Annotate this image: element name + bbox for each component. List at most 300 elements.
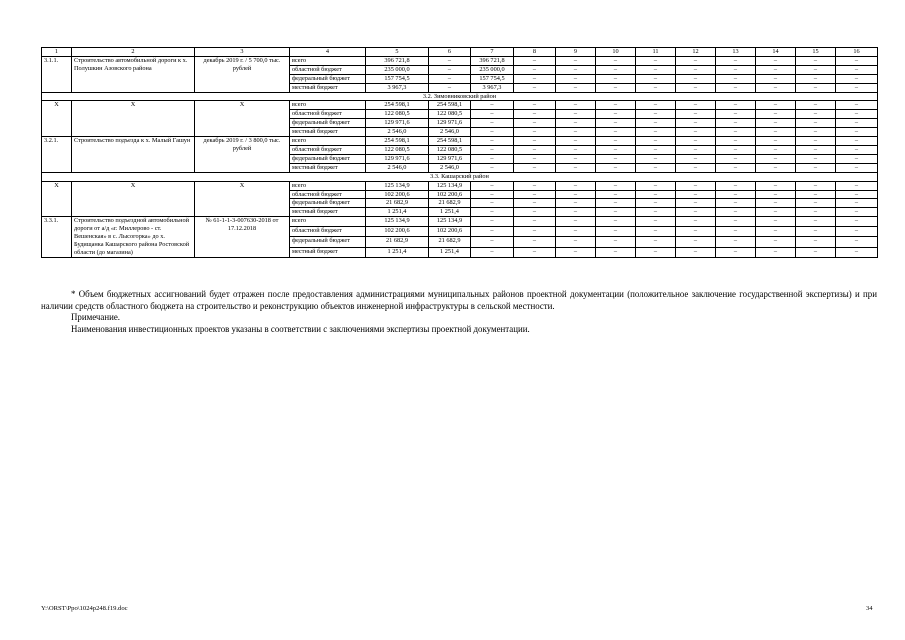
empty-value: – xyxy=(716,128,756,137)
year-value: – xyxy=(471,137,514,146)
notes-block xyxy=(41,289,877,335)
empty-value: – xyxy=(514,208,556,217)
empty-value: – xyxy=(636,237,676,247)
header-row xyxy=(42,48,878,57)
empty-value: – xyxy=(796,145,836,154)
empty-value: – xyxy=(556,83,596,92)
table-body xyxy=(42,48,878,258)
empty-value: – xyxy=(514,137,556,146)
funding-source: областной бюджет xyxy=(290,145,366,154)
header-cell: 1 xyxy=(42,48,72,57)
empty-value: – xyxy=(596,163,636,172)
empty-value: – xyxy=(514,190,556,199)
empty-value: – xyxy=(796,163,836,172)
year-value: – xyxy=(471,208,514,217)
remark-title: Примечание. xyxy=(71,312,120,323)
funding-source: всего xyxy=(290,181,366,190)
total-value: 254 598,1 xyxy=(366,101,429,110)
table-row xyxy=(42,181,878,190)
empty-value: – xyxy=(716,154,756,163)
remark-text: Наименования инвестиционных проектов указаны в соответствии с заключениями экспертизы проектной документации. xyxy=(71,323,530,334)
year-value: 102 200,6 xyxy=(429,227,471,237)
empty-value: – xyxy=(514,199,556,208)
empty-value: – xyxy=(676,137,716,146)
empty-value: – xyxy=(514,217,556,227)
year-value: – xyxy=(471,181,514,190)
empty-value: – xyxy=(716,110,756,119)
empty-value: – xyxy=(514,101,556,110)
empty-value: – xyxy=(556,65,596,74)
section-row xyxy=(42,172,878,181)
empty-value: – xyxy=(556,145,596,154)
empty-value: – xyxy=(796,190,836,199)
year-value: 125 134,9 xyxy=(429,217,471,227)
section-row xyxy=(42,92,878,101)
empty-value: – xyxy=(636,110,676,119)
empty-value: – xyxy=(836,74,878,83)
table-row xyxy=(42,217,878,227)
item-name: Х xyxy=(72,181,195,217)
empty-value: – xyxy=(716,237,756,247)
header-cell: 2 xyxy=(72,48,195,57)
empty-value: – xyxy=(596,65,636,74)
empty-value: – xyxy=(796,128,836,137)
empty-value: – xyxy=(514,181,556,190)
year-value: – xyxy=(471,217,514,227)
empty-value: – xyxy=(636,181,676,190)
empty-value: – xyxy=(756,247,796,257)
empty-value: – xyxy=(716,65,756,74)
total-value: 1 251,4 xyxy=(366,208,429,217)
empty-value: – xyxy=(836,128,878,137)
year-value: – xyxy=(429,83,471,92)
year-value: – xyxy=(471,101,514,110)
empty-value: – xyxy=(716,190,756,199)
empty-value: – xyxy=(716,101,756,110)
total-value: 254 598,1 xyxy=(366,137,429,146)
empty-value: – xyxy=(596,56,636,65)
year-value: 102 200,6 xyxy=(429,190,471,199)
empty-value: – xyxy=(676,65,716,74)
year-value: 122 080,5 xyxy=(429,110,471,119)
empty-value: – xyxy=(676,145,716,154)
year-value: – xyxy=(471,145,514,154)
header-cell: 11 xyxy=(636,48,676,57)
funding-source: федеральный бюджет xyxy=(290,74,366,83)
empty-value: – xyxy=(596,181,636,190)
empty-value: – xyxy=(716,199,756,208)
year-value: 129 971,6 xyxy=(429,154,471,163)
empty-value: – xyxy=(756,181,796,190)
funding-source: областной бюджет xyxy=(290,190,366,199)
total-value: 1 251,4 xyxy=(366,247,429,257)
empty-value: – xyxy=(676,119,716,128)
year-value: – xyxy=(471,154,514,163)
year-value: 2 546,0 xyxy=(429,128,471,137)
empty-value: – xyxy=(676,227,716,237)
funding-source: федеральный бюджет xyxy=(290,237,366,247)
empty-value: – xyxy=(514,119,556,128)
empty-value: – xyxy=(756,101,796,110)
empty-value: – xyxy=(756,199,796,208)
item-number: Х xyxy=(42,181,72,217)
empty-value: – xyxy=(514,145,556,154)
empty-value: – xyxy=(796,181,836,190)
total-value: 125 134,9 xyxy=(366,181,429,190)
empty-value: – xyxy=(556,190,596,199)
empty-value: – xyxy=(796,154,836,163)
year-value: 254 598,1 xyxy=(429,137,471,146)
year-value: – xyxy=(471,237,514,247)
empty-value: – xyxy=(836,227,878,237)
total-value: 122 080,5 xyxy=(366,110,429,119)
year-value: – xyxy=(429,74,471,83)
header-cell: 14 xyxy=(756,48,796,57)
table-row xyxy=(42,137,878,146)
empty-value: – xyxy=(596,227,636,237)
empty-value: – xyxy=(716,247,756,257)
item-number: 3.1.1. xyxy=(42,56,72,92)
empty-value: – xyxy=(836,154,878,163)
header-cell: 5 xyxy=(366,48,429,57)
total-value: 235 000,0 xyxy=(366,65,429,74)
year-value: 396 721,8 xyxy=(471,56,514,65)
empty-value: – xyxy=(514,83,556,92)
funding-source: местный бюджет xyxy=(290,163,366,172)
total-value: 129 971,6 xyxy=(366,119,429,128)
empty-value: – xyxy=(596,208,636,217)
total-value: 21 682,9 xyxy=(366,237,429,247)
empty-value: – xyxy=(514,110,556,119)
empty-value: – xyxy=(676,128,716,137)
year-value: 1 251,4 xyxy=(429,208,471,217)
empty-value: – xyxy=(796,110,836,119)
empty-value: – xyxy=(514,74,556,83)
empty-value: – xyxy=(756,190,796,199)
empty-value: – xyxy=(636,137,676,146)
header-cell: 10 xyxy=(596,48,636,57)
total-value: 157 754,5 xyxy=(366,74,429,83)
empty-value: – xyxy=(596,110,636,119)
empty-value: – xyxy=(636,128,676,137)
empty-value: – xyxy=(796,199,836,208)
empty-value: – xyxy=(756,110,796,119)
empty-value: – xyxy=(796,137,836,146)
year-value: 254 598,1 xyxy=(429,101,471,110)
empty-value: – xyxy=(716,208,756,217)
total-value: 102 200,6 xyxy=(366,227,429,237)
funding-source: областной бюджет xyxy=(290,65,366,74)
total-value: 102 200,6 xyxy=(366,190,429,199)
item-number: Х xyxy=(42,101,72,137)
empty-value: – xyxy=(636,145,676,154)
empty-value: – xyxy=(636,83,676,92)
empty-value: – xyxy=(796,56,836,65)
empty-value: – xyxy=(636,74,676,83)
year-value: – xyxy=(471,163,514,172)
empty-value: – xyxy=(836,83,878,92)
empty-value: – xyxy=(836,217,878,227)
empty-value: – xyxy=(636,163,676,172)
empty-value: – xyxy=(636,65,676,74)
empty-value: – xyxy=(716,217,756,227)
item-period: декабрь 2019 г. / 3 800,0 тыс. рублей xyxy=(195,137,290,173)
empty-value: – xyxy=(596,74,636,83)
empty-value: – xyxy=(716,137,756,146)
funding-source: местный бюджет xyxy=(290,83,366,92)
empty-value: – xyxy=(556,128,596,137)
empty-value: – xyxy=(636,227,676,237)
empty-value: – xyxy=(676,163,716,172)
empty-value: – xyxy=(676,56,716,65)
empty-value: – xyxy=(716,74,756,83)
empty-value: – xyxy=(756,83,796,92)
empty-value: – xyxy=(676,190,716,199)
empty-value: – xyxy=(514,128,556,137)
empty-value: – xyxy=(756,74,796,83)
empty-value: – xyxy=(836,65,878,74)
empty-value: – xyxy=(596,247,636,257)
empty-value: – xyxy=(836,199,878,208)
header-cell: 16 xyxy=(836,48,878,57)
total-value: 2 546,0 xyxy=(366,163,429,172)
year-value: – xyxy=(471,190,514,199)
empty-value: – xyxy=(756,237,796,247)
year-value: 122 080,5 xyxy=(429,145,471,154)
empty-value: – xyxy=(596,119,636,128)
empty-value: – xyxy=(676,247,716,257)
empty-value: – xyxy=(636,208,676,217)
year-value: – xyxy=(471,199,514,208)
header-cell: 7 xyxy=(471,48,514,57)
empty-value: – xyxy=(756,145,796,154)
empty-value: – xyxy=(636,101,676,110)
item-period: № 61-1-1-3-007630-2018 от 17.12.2018 xyxy=(195,217,290,258)
funding-source: всего xyxy=(290,101,366,110)
empty-value: – xyxy=(796,101,836,110)
year-value: – xyxy=(471,247,514,257)
year-value: – xyxy=(429,65,471,74)
empty-value: – xyxy=(796,237,836,247)
year-value: 235 000,0 xyxy=(471,65,514,74)
empty-value: – xyxy=(556,181,596,190)
empty-value: – xyxy=(836,56,878,65)
empty-value: – xyxy=(836,119,878,128)
item-number: 3.2.1. xyxy=(42,137,72,173)
empty-value: – xyxy=(836,247,878,257)
empty-value: – xyxy=(756,56,796,65)
empty-value: – xyxy=(556,163,596,172)
funding-source: всего xyxy=(290,137,366,146)
empty-value: – xyxy=(836,237,878,247)
empty-value: – xyxy=(796,119,836,128)
total-value: 3 967,3 xyxy=(366,83,429,92)
empty-value: – xyxy=(836,190,878,199)
empty-value: – xyxy=(676,237,716,247)
year-value: – xyxy=(471,110,514,119)
empty-value: – xyxy=(756,154,796,163)
year-value: – xyxy=(471,227,514,237)
empty-value: – xyxy=(636,190,676,199)
empty-value: – xyxy=(556,199,596,208)
empty-value: – xyxy=(556,237,596,247)
empty-value: – xyxy=(796,74,836,83)
empty-value: – xyxy=(514,65,556,74)
year-value: 2 546,0 xyxy=(429,163,471,172)
empty-value: – xyxy=(636,199,676,208)
year-value: 1 251,4 xyxy=(429,247,471,257)
empty-value: – xyxy=(514,56,556,65)
empty-value: – xyxy=(836,145,878,154)
footnote-text: * Объем бюджетных ассигнований будет отражен после предоставления администрациями муниципальных районов проектной документации (положительное заключение государственной экспертизы) и при наличии средств областного бюджета на строительство и реконструкцию объектов инженерной инфраструктуры в сельской местности. xyxy=(41,289,877,311)
empty-value: – xyxy=(556,217,596,227)
year-value: 21 682,9 xyxy=(429,199,471,208)
empty-value: – xyxy=(716,56,756,65)
empty-value: – xyxy=(756,217,796,227)
empty-value: – xyxy=(556,227,596,237)
empty-value: – xyxy=(676,74,716,83)
empty-value: – xyxy=(796,227,836,237)
empty-value: – xyxy=(596,137,636,146)
item-period: Х xyxy=(195,101,290,137)
empty-value: – xyxy=(514,154,556,163)
page-number: 34 xyxy=(866,605,873,612)
funding-source: федеральный бюджет xyxy=(290,119,366,128)
footer-file-path: Y:\ORST\Ppo\1024p248.f19.doc xyxy=(41,605,128,612)
empty-value: – xyxy=(756,163,796,172)
empty-value: – xyxy=(756,65,796,74)
total-value: 122 080,5 xyxy=(366,145,429,154)
empty-value: – xyxy=(596,237,636,247)
empty-value: – xyxy=(556,119,596,128)
empty-value: – xyxy=(676,110,716,119)
year-value: – xyxy=(471,119,514,128)
empty-value: – xyxy=(796,83,836,92)
item-name: Строительство подъезда к х. Малый Гашун xyxy=(72,137,195,173)
empty-value: – xyxy=(756,119,796,128)
empty-value: – xyxy=(636,56,676,65)
empty-value: – xyxy=(716,119,756,128)
empty-value: – xyxy=(596,83,636,92)
total-value: 396 721,8 xyxy=(366,56,429,65)
funding-source: всего xyxy=(290,217,366,227)
funding-source: всего xyxy=(290,56,366,65)
empty-value: – xyxy=(676,199,716,208)
funding-source: местный бюджет xyxy=(290,128,366,137)
empty-value: – xyxy=(596,217,636,227)
empty-value: – xyxy=(514,227,556,237)
empty-value: – xyxy=(556,154,596,163)
header-cell: 6 xyxy=(429,48,471,57)
empty-value: – xyxy=(716,163,756,172)
empty-value: – xyxy=(556,110,596,119)
empty-value: – xyxy=(596,145,636,154)
total-value: 21 682,9 xyxy=(366,199,429,208)
header-cell: 9 xyxy=(556,48,596,57)
header-cell: 4 xyxy=(290,48,366,57)
empty-value: – xyxy=(556,56,596,65)
year-value: – xyxy=(429,56,471,65)
empty-value: – xyxy=(556,208,596,217)
empty-value: – xyxy=(514,247,556,257)
year-value: 3 967,3 xyxy=(471,83,514,92)
empty-value: – xyxy=(676,181,716,190)
funding-source: федеральный бюджет xyxy=(290,199,366,208)
funding-source: федеральный бюджет xyxy=(290,154,366,163)
header-cell: 12 xyxy=(676,48,716,57)
empty-value: – xyxy=(836,181,878,190)
total-value: 125 134,9 xyxy=(366,217,429,227)
empty-value: – xyxy=(836,163,878,172)
empty-value: – xyxy=(596,101,636,110)
empty-value: – xyxy=(716,145,756,154)
empty-value: – xyxy=(636,154,676,163)
item-number: 3.3.1. xyxy=(42,217,72,258)
empty-value: – xyxy=(556,101,596,110)
empty-value: – xyxy=(836,101,878,110)
empty-value: – xyxy=(676,101,716,110)
empty-value: – xyxy=(556,137,596,146)
empty-value: – xyxy=(836,208,878,217)
empty-value: – xyxy=(836,110,878,119)
empty-value: – xyxy=(596,190,636,199)
funding-source: местный бюджет xyxy=(290,247,366,257)
section-title: 3.3. Кашарский район xyxy=(42,172,878,181)
empty-value: – xyxy=(636,217,676,227)
item-name: Строительство подъездной автомобильной дороги от а/д «г. Миллерово - ст. Вешенская» в с. Лысогорка» до х. Будищанка Кашарского района Ростовской области (до магазина) xyxy=(72,217,195,258)
funding-source: областной бюджет xyxy=(290,110,366,119)
empty-value: – xyxy=(756,208,796,217)
total-value: 2 546,0 xyxy=(366,128,429,137)
empty-value: – xyxy=(596,154,636,163)
empty-value: – xyxy=(716,181,756,190)
empty-value: – xyxy=(556,247,596,257)
table-row xyxy=(42,56,878,65)
empty-value: – xyxy=(636,119,676,128)
item-name: Строительство автомобильной дороги к х. Полушкин Азовского района xyxy=(72,56,195,92)
empty-value: – xyxy=(596,128,636,137)
empty-value: – xyxy=(676,83,716,92)
empty-value: – xyxy=(716,83,756,92)
empty-value: – xyxy=(596,199,636,208)
header-cell: 15 xyxy=(796,48,836,57)
empty-value: – xyxy=(514,163,556,172)
total-value: 129 971,6 xyxy=(366,154,429,163)
empty-value: – xyxy=(676,217,716,227)
funding-source: областной бюджет xyxy=(290,227,366,237)
empty-value: – xyxy=(836,137,878,146)
table-row xyxy=(42,101,878,110)
empty-value: – xyxy=(676,154,716,163)
budget-table xyxy=(41,47,878,258)
header-cell: 3 xyxy=(195,48,290,57)
item-period: Х xyxy=(195,181,290,217)
empty-value: – xyxy=(756,227,796,237)
empty-value: – xyxy=(716,227,756,237)
empty-value: – xyxy=(796,65,836,74)
empty-value: – xyxy=(756,137,796,146)
empty-value: – xyxy=(796,247,836,257)
header-cell: 13 xyxy=(716,48,756,57)
empty-value: – xyxy=(796,217,836,227)
empty-value: – xyxy=(514,237,556,247)
item-name: Х xyxy=(72,101,195,137)
empty-value: – xyxy=(756,128,796,137)
year-value: 125 134,9 xyxy=(429,181,471,190)
year-value: 157 754,5 xyxy=(471,74,514,83)
year-value: 21 682,9 xyxy=(429,237,471,247)
empty-value: – xyxy=(556,74,596,83)
